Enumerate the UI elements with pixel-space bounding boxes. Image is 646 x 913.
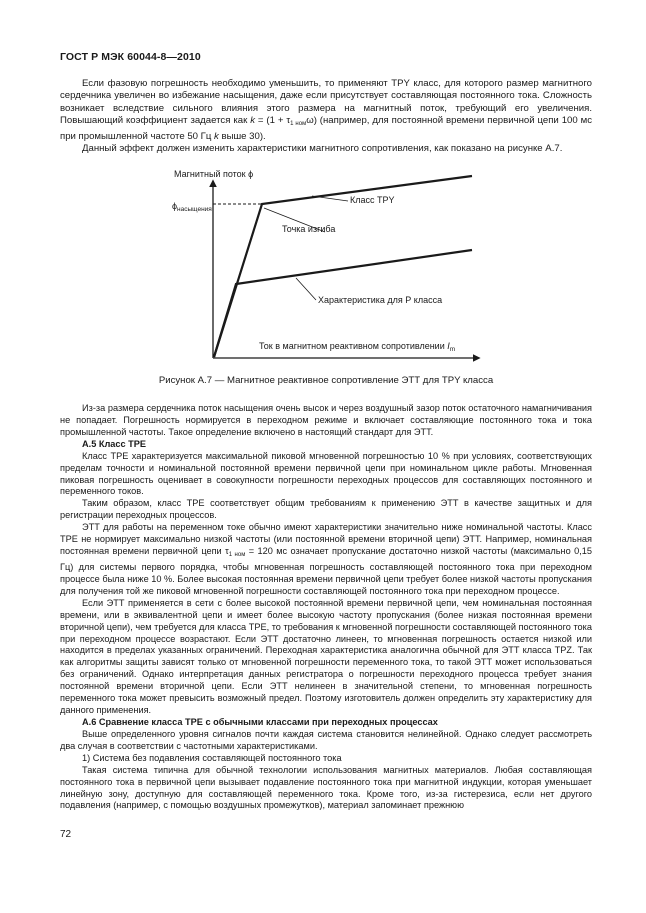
page-number: 72 bbox=[60, 829, 72, 840]
p-class-label: Характеристика для Р класса bbox=[318, 295, 443, 305]
paragraph: Класс TPE характеризуется максимальной пиковой мгновенной погрешностью 10 % при условиях, соответствующих пределам точности и номинальной постоянной времени первичной цепи при номинальном цикле работы. Мгновенная пиковая погрешность оценивает в совокупности погрешности переходных процессов для составляющих постоянного и переменного токов. bbox=[60, 450, 592, 497]
paragraph: Таким образом, класс TPE соответствует общим требованиям к применению ЭТТ в качестве защитных и для регистрации переходных процессов. bbox=[60, 498, 592, 521]
section-heading: А.6 Сравнение класса TPE с обычными классами при переходных процессах bbox=[82, 716, 438, 727]
paragraph: Если ЭТТ применяется в сети с более высокой постоянной времени первичной цепи, чем номинальная постоянная времени, или в эквивалентной цепи и имеет более высокую частоту пропускания (более низкая постоянная времени вторичной цепи), чем требуется для класса TPE, то требования к мгновенной погрешности составляющей постоянного тока при переходном процессе возрастают. Если ЭТТ достаточно линеен, то мгновенная погрешность остается низкой или находится в пределах указанных ограничений. Переходная характеристика аналогична обычной для ЭТТ класса TPZ. Так как алгоритмы защиты зависят только от мгновенной погрешности переменного тока, то такой ЭТТ может использоваться без ограничений. Однако интерпретация данных регистратора о погрешности переходного процесса требует знания постоянной времени вторичной цепи. Если ЭТТ нелинеен в значительной степени, то мгновенная погрешность переменного тока может превысить возможный предел. Поэтому изготовитель должен определить эту характеристику для данного применения. bbox=[60, 597, 592, 716]
paragraph: Выше определенного уровня сигналов почти каждая система становится нелинейной. Однако следует рассмотреть два случая в соответствии с частотными характеристиками. bbox=[60, 728, 592, 751]
y-axis-label: Магнитный поток ϕ bbox=[174, 169, 254, 179]
body-text bbox=[60, 403, 592, 812]
tpy-leader bbox=[312, 196, 348, 201]
p-leader bbox=[296, 278, 316, 300]
knee-label: Точка изгиба bbox=[282, 224, 336, 234]
section-heading: А.5 Класс TPE bbox=[82, 438, 147, 449]
paragraph: Из-за размера сердечника поток насыщения очень высок и через воздушный зазор поток остаточного намагничивания не попадает. Погрешность нормируется в переходном режиме и включает составляющие постоянного тока и тока промышленной частоты. Такое определение включено в настоящий стандарт для ЭТТ. bbox=[60, 403, 592, 437]
paragraph: Данный эффект должен изменить характеристики магнитного сопротивления, как показано на рисунке А.7. bbox=[82, 143, 563, 155]
document-header: ГОСТ Р МЭК 60044-8—2010 bbox=[60, 51, 201, 63]
tpy-label: Класс TPY bbox=[350, 195, 395, 205]
x-axis-label: Ток в магнитном реактивном сопротивлении $I_m$ bbox=[259, 341, 456, 353]
tpy-curve bbox=[214, 176, 472, 357]
paragraph: ЭТТ для работы на переменном токе обычно имеют характеристики значительно ниже номинальной частоты. Класс TPE не нормирует максимально низкой частоты (или постоянной времени вторичной цепи) ЭТТ. Например, номинальная постоянная времени первичной цепи $\tau_{1 ном} = 120$ мс означает пропускание достаточно низкой частоты (максимально 0,15 Гц) для системы первого порядка, чтобы мгновенная погрешность составляющей постоянного тока при переходном процессе была ниже 10 %. Более высокая постоянная времени первичной цепи требует более низкой частоты пропускания для получения той же пиковой мгновенной погрешности составляющей постоянного тока при переходном процессе. bbox=[60, 522, 592, 596]
saturation-label: $\phi_{насыщения}$ bbox=[172, 201, 212, 213]
list-item: 1) Система без подавления составляющей постоянного тока bbox=[82, 752, 342, 763]
paragraph: Если фазовую погрешность необходимо уменьшить, то применяют TPY класс, для которого размер магнитного сердечника увеличен во избежание насыщения, даже если присутствует составляющая постоянного тока. Сложность возникает вследствие сильного влияния этого размера на магнитный поток, требующий его увеличения. Повышающий коэффициент задается как $k = (1 + \tau_{1 ном}\omega)$ (например, для постоянной времени первичной цепи 100 мс при промышленной частоте 50 Гц k выше 30). bbox=[60, 78, 593, 142]
figure-caption: Рисунок А.7 — Магнитное реактивное сопротивление ЭТТ для TPY класса bbox=[158, 375, 494, 386]
paragraph: Такая система типична для обычной технологии использования магнитных материалов. Любая составляющая постоянного тока в первичной цепи вызывает подавление постоянного тока при магнитной индукции, которая уменьшает линейную зону, доступную для составляющей переменного тока. Кроме того, из-за гистерезиса, если нет другого подавления (например, с помощью воздушных промежутков), материал запоминает прежнюю bbox=[60, 764, 592, 811]
